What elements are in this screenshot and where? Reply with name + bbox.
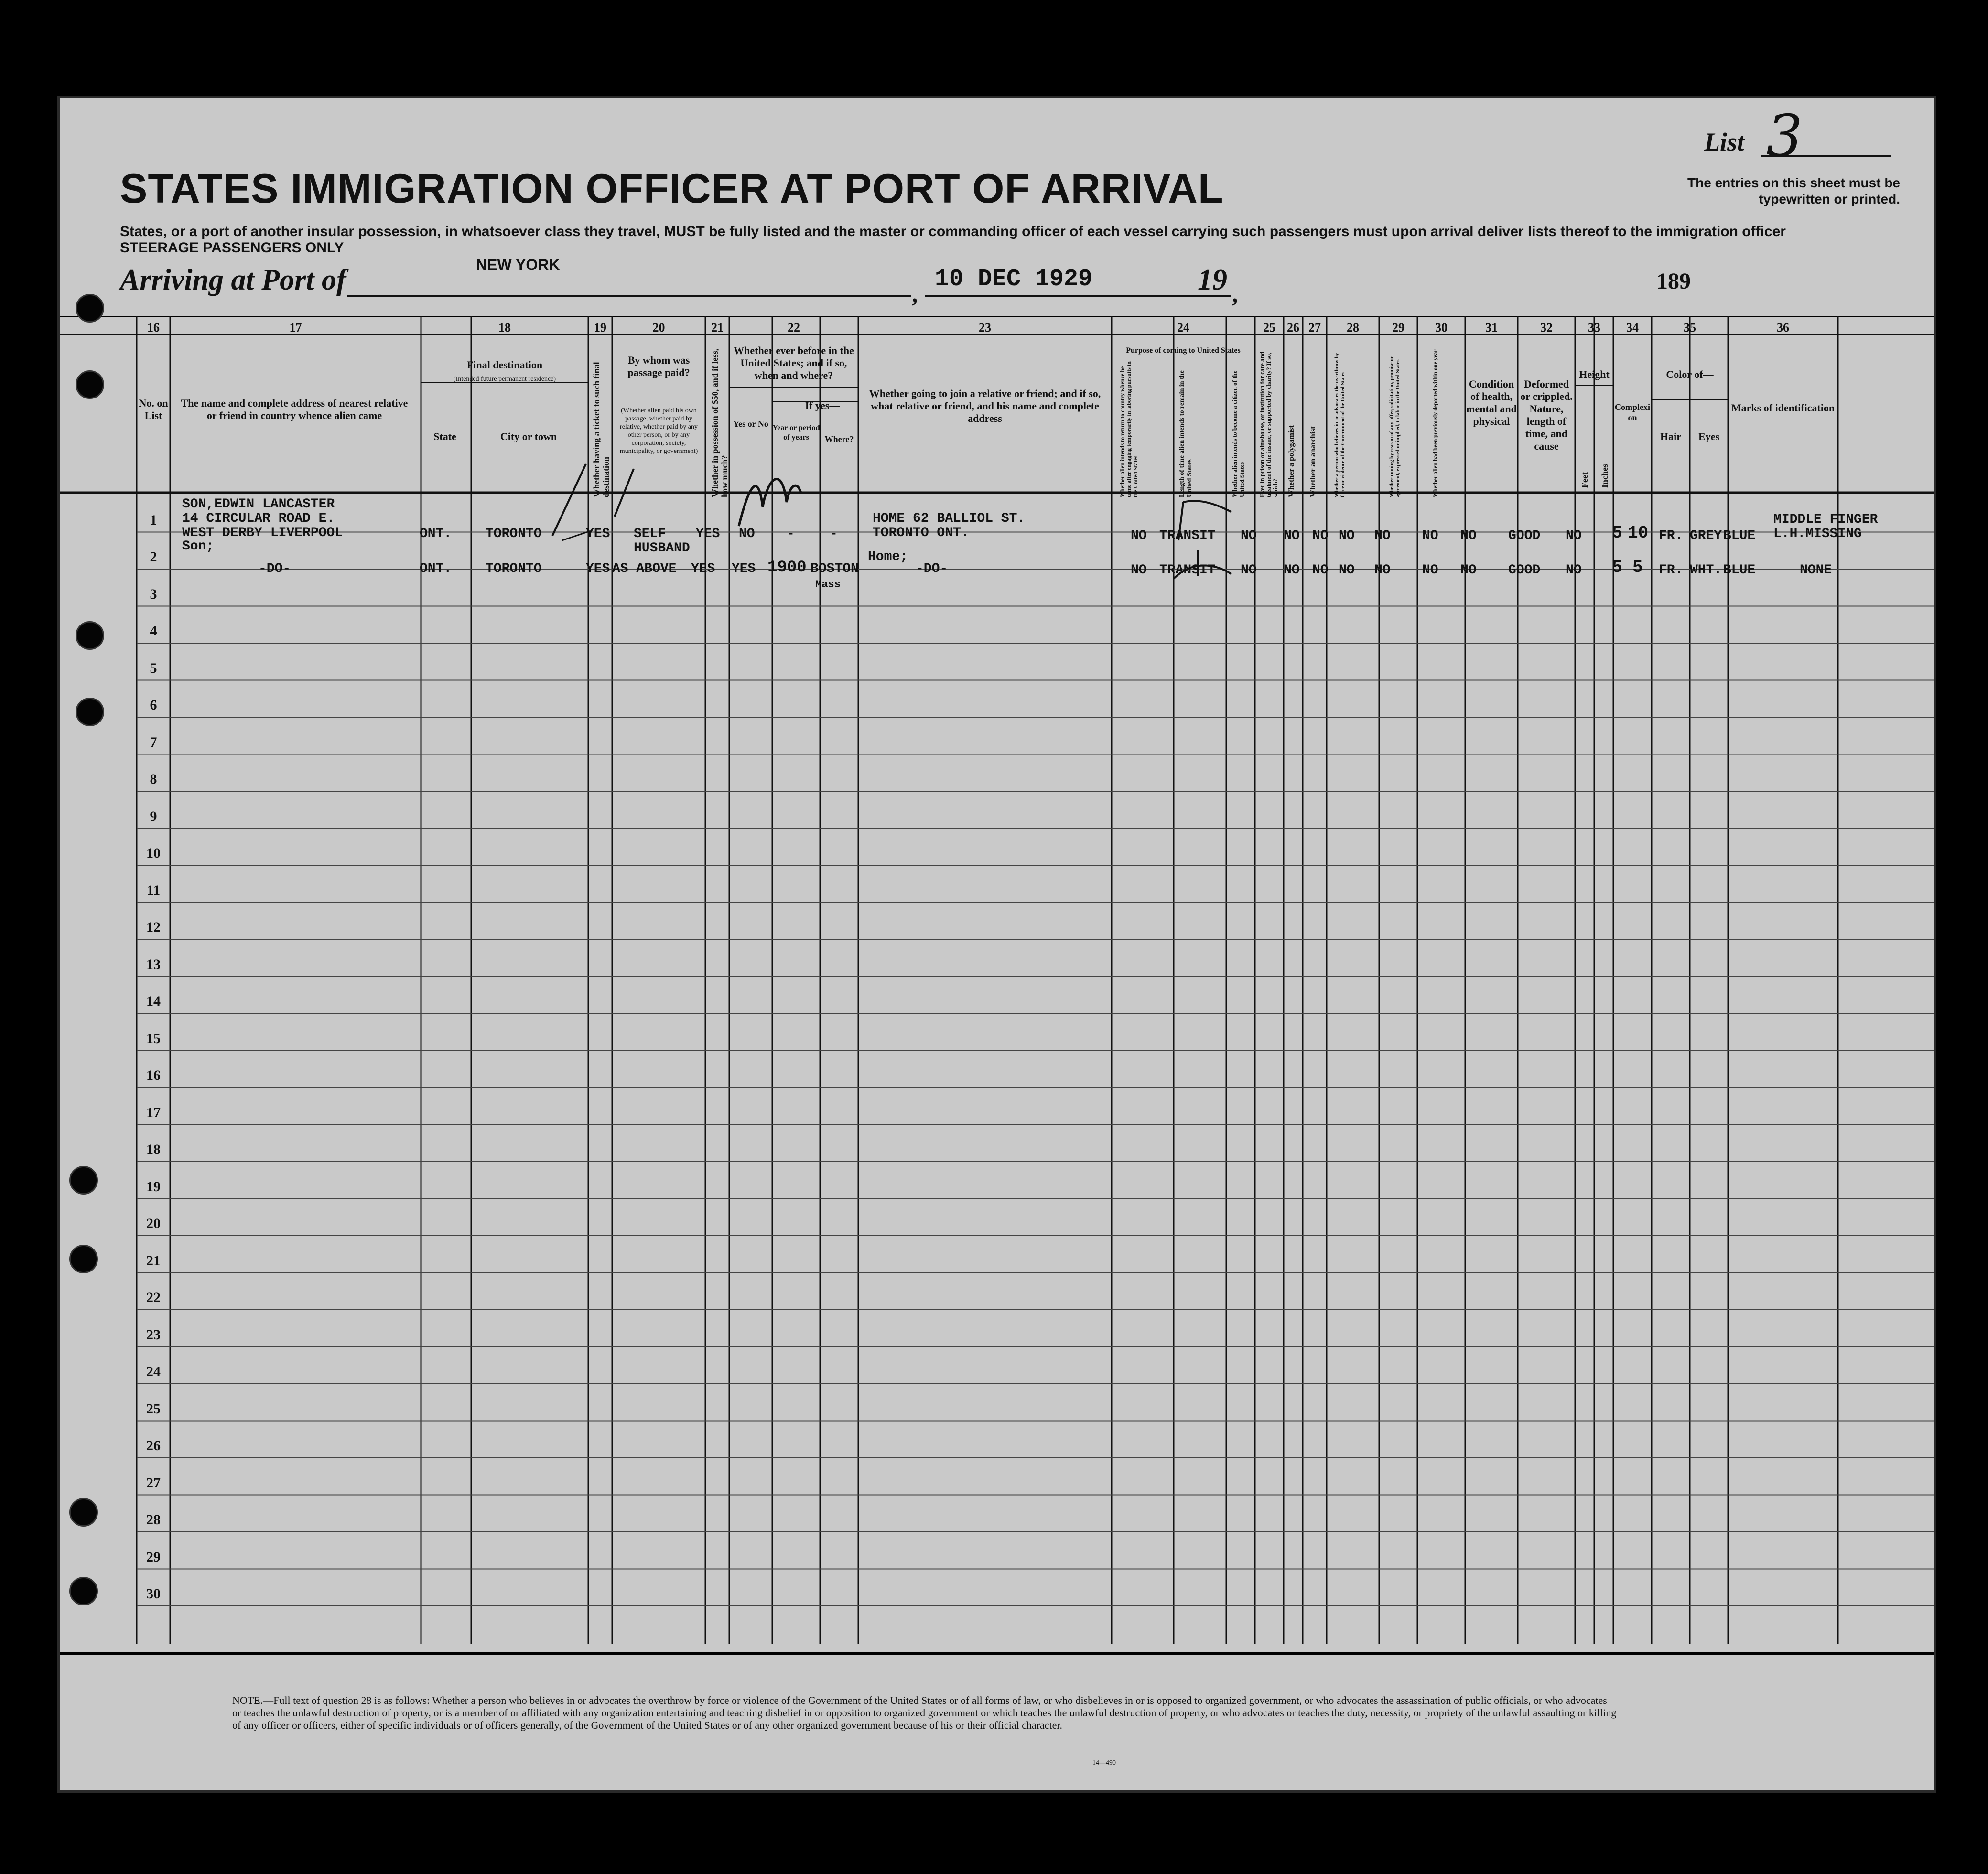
header-hair: Hair xyxy=(1660,431,1681,442)
row-number: 17 xyxy=(146,1104,161,1120)
r2-overthrow: NO xyxy=(1374,563,1391,578)
header-deported: Whether alien had been previously deported within one year xyxy=(1432,349,1438,497)
date-underline xyxy=(925,295,1231,297)
r1-where: - xyxy=(830,527,838,541)
r1-state: ONT. xyxy=(420,527,452,541)
row-number: 22 xyxy=(146,1290,161,1305)
row-number: 9 xyxy=(150,808,157,824)
r2-where: BOSTON xyxy=(810,561,859,576)
colnum-25: 25 xyxy=(1263,321,1275,334)
r2-hair: WHT. xyxy=(1690,563,1722,578)
row-number: 11 xyxy=(146,882,161,898)
header-relative: The name and complete address of nearest relative or friend in country whence alien came xyxy=(181,397,408,421)
row-number: 23 xyxy=(146,1326,161,1343)
page-subtitle: States, or a port of another insular possession, in whatsoever class they travel, MUST be fully listed and the master or commanding officer of each vessel carrying such passengers must upon arrival deliver lists thereof to the immigration officer xyxy=(120,224,1786,239)
row-number: 14 xyxy=(146,993,161,1009)
row-number: 18 xyxy=(146,1142,161,1157)
page-title: STATES IMMIGRATION OFFICER AT PORT OF ARRIVAL xyxy=(120,166,1224,212)
comma-1: , xyxy=(912,280,918,307)
r1-join-line1: HOME 62 BALLIOL ST. xyxy=(873,511,1026,526)
row-number: 29 xyxy=(146,1549,161,1565)
r2-inches: 5 xyxy=(1632,558,1643,577)
header-yes-no: Yes or No xyxy=(733,419,768,429)
row-number: 21 xyxy=(146,1252,161,1269)
header-overthrow: Whether a person who believes in or advocates the overthrow by force or violence of the Government of the United States xyxy=(1334,353,1346,497)
r1-prison: NO xyxy=(1284,528,1300,543)
r2-deformed: NO xyxy=(1566,563,1582,578)
row-number: 27 xyxy=(146,1475,161,1491)
header-state: State xyxy=(433,431,456,442)
binder-hole xyxy=(76,294,104,323)
binder-hole xyxy=(69,1245,98,1273)
colnum-28: 28 xyxy=(1347,321,1359,334)
manifest-table xyxy=(60,316,1934,1659)
header-year: Year or period of years xyxy=(772,424,820,442)
header-final-destination-sub: (Intended future permanent residence) xyxy=(453,376,556,383)
list-underline xyxy=(1761,155,1891,157)
header-where: Where? xyxy=(824,434,854,444)
row-number: 19 xyxy=(146,1178,161,1195)
colnum-29: 29 xyxy=(1392,321,1405,334)
r2-return: NO xyxy=(1131,563,1147,578)
r1-ticket: YES xyxy=(586,527,610,541)
header-anarchist: Whether an anarchist xyxy=(1309,426,1317,497)
r1-before: NO xyxy=(739,527,755,541)
r2-where-state: Mass xyxy=(815,579,841,591)
r1-citizen: NO xyxy=(1241,528,1257,543)
handwritten-checkmarks xyxy=(533,450,677,545)
steerage-label: STEERAGE PASSENGERS ONLY xyxy=(120,240,344,256)
header-height: Height xyxy=(1579,368,1610,380)
form-number: 14—490 xyxy=(1092,1759,1116,1766)
row-number: 4 xyxy=(150,623,157,639)
row-number: 7 xyxy=(150,734,157,750)
colnum-18: 18 xyxy=(498,321,511,334)
row-number: 16 xyxy=(146,1067,161,1083)
r1-deported: NO xyxy=(1460,528,1477,543)
r1-city: TORONTO xyxy=(486,527,542,541)
row-number: 13 xyxy=(146,956,161,972)
header-ticket: Whether having a ticket to such final destination xyxy=(592,362,611,497)
colnum-17: 17 xyxy=(289,321,302,334)
header-ever-before: Whether ever before in the United States; and if so, when and where? xyxy=(734,345,854,381)
row-number: 10 xyxy=(146,845,161,861)
colnum-19: 19 xyxy=(594,321,606,334)
colnum-30: 30 xyxy=(1435,321,1448,334)
header-purpose-a: Whether alien intends to return to country whence he came after engaging temporarily in laboring pursuits in the United States xyxy=(1119,361,1139,497)
header-eyes: Eyes xyxy=(1698,431,1719,442)
header-join-relative: Whether going to join a relative or friend; and if so, what relative or friend, and his name and complete address xyxy=(869,388,1101,424)
header-purpose: Purpose of coming to United States xyxy=(1126,346,1241,355)
year-prefix: 19 xyxy=(1198,264,1227,296)
row-number: 3 xyxy=(150,586,157,602)
header-purpose-b: Length of time alien intends to remain in the United States xyxy=(1178,370,1193,497)
r1-money: YES xyxy=(696,527,720,541)
colnum-32: 32 xyxy=(1540,321,1553,334)
colnum-27: 27 xyxy=(1308,321,1321,334)
handwritten-scrawl xyxy=(729,459,806,536)
row-number: 1 xyxy=(150,512,157,528)
list-label: List xyxy=(1704,128,1745,156)
header-passage-paid-sub: (Whether alien paid his own passage, whether paid by relative, whether paid by any other person, or by any corporation, society, municipality, or government) xyxy=(619,407,698,455)
row-number: 2 xyxy=(150,549,157,565)
colnum-20: 20 xyxy=(652,321,665,334)
arrival-date: 10 DEC 1929 xyxy=(935,266,1093,293)
r2-year: 1900 xyxy=(767,559,807,577)
header-inches: Inches xyxy=(1600,463,1610,488)
row-number: 12 xyxy=(146,919,161,935)
binder-hole xyxy=(69,1166,98,1195)
r2-state: ONT. xyxy=(420,561,452,576)
header-complexion: Complexion xyxy=(1615,402,1650,422)
port-name: NEW YORK xyxy=(476,256,560,273)
header-color-of: Color of— xyxy=(1666,368,1714,380)
r2-before: YES xyxy=(732,561,756,576)
row-number: 25 xyxy=(146,1400,161,1417)
header-no-on-list: No. on List xyxy=(139,397,168,421)
r1-hair: GREY xyxy=(1690,528,1722,543)
header-deformed: Deformed or crippled. Nature, length of time, and cause xyxy=(1520,378,1573,452)
binder-hole xyxy=(76,621,104,650)
r2-complexion: FR. xyxy=(1659,563,1683,578)
r2-relative: -DO- xyxy=(259,561,291,576)
r2-prison: NO xyxy=(1284,563,1300,578)
r2-ticket: YES xyxy=(586,561,610,576)
row-number: 26 xyxy=(146,1438,161,1454)
header-polygamist: Whether a polygamist xyxy=(1287,425,1296,497)
colnum-23: 23 xyxy=(979,321,991,334)
r2-feet: 5 xyxy=(1612,558,1622,577)
r2-eyes: BLUE xyxy=(1723,563,1756,578)
row-number: 15 xyxy=(146,1030,161,1046)
r1-marks-line1: MIDDLE FINGER xyxy=(1773,512,1878,527)
r2-join-prefix: Home; xyxy=(868,549,908,564)
colnum-34: 34 xyxy=(1626,321,1639,334)
footnote: NOTE.—Full text of question 28 is as follows: Whether a person who believes in or advocates the overthrow by force or violence of the Government of the United States or of all forms of law, or who disbelieves in or is opposed to organized government, or who advocates the assassination of public officials, or who advocates or teaches the unlawful destruction of property, or is a member of or affiliated with any organization entertaining and teaching disbelief in or opposition to organized government or which teaches the unlawful destruction of property, or who advocates or teaches the duty, necessity, or propriety of the unlawful assaulting or killing of any officer or officers, either of specific individuals or of officers generally, of the Government of the United States or of any other organized government because of his or their official character. xyxy=(232,1694,1617,1731)
r1-polygamist: NO xyxy=(1312,528,1329,543)
colnum-31: 31 xyxy=(1485,321,1498,334)
row-number: 6 xyxy=(150,697,157,713)
colnum-36: 36 xyxy=(1777,321,1789,334)
r1-feet: 5 xyxy=(1612,523,1622,543)
comma-2: , xyxy=(1232,280,1238,307)
port-underline xyxy=(347,295,911,297)
list-number: 3 xyxy=(1766,103,1803,170)
r2-anarchist: NO xyxy=(1339,563,1355,578)
r2-paid-line0: HUSBAND xyxy=(634,541,690,556)
r2-city: TORONTO xyxy=(486,561,542,576)
header-prison: Ever in prison or almshouse, or institution for care and treatment of the insane, or supported by charity? If so, which? xyxy=(1258,351,1279,497)
year-189: 189 xyxy=(1656,269,1691,294)
colnum-16: 16 xyxy=(147,321,160,334)
r2-length: TRANSIT xyxy=(1159,563,1216,578)
colnum-35: 35 xyxy=(1684,321,1696,334)
arriving-label: Arriving at Port of xyxy=(120,264,346,296)
r2-paid: AS ABOVE xyxy=(612,561,677,576)
r1-labor: NO xyxy=(1422,528,1438,543)
r1-inches: 10 xyxy=(1628,523,1649,543)
colnum-26: 26 xyxy=(1287,321,1299,334)
header-labor-offer: Whether coming by reason of any offer, solicitation, promise or agreement, expressed or implied, to labor in the United States xyxy=(1389,356,1401,497)
row-number: 8 xyxy=(150,771,157,787)
header-if-yes: If yes— xyxy=(805,399,840,411)
r1-eyes: BLUE xyxy=(1723,528,1756,543)
r2-health: GOOD xyxy=(1508,563,1541,578)
header-marks: Marks of identification xyxy=(1731,402,1835,414)
r2-deported: NO xyxy=(1460,563,1477,578)
header-money: Whether in possession of $50, and if less, how much? xyxy=(710,348,729,497)
header-purpose-c: Whether alien intends to become a citizen of the United States xyxy=(1231,370,1245,497)
r1-anarchist: NO xyxy=(1339,528,1355,543)
row-number: 5 xyxy=(150,660,157,676)
row-number: 20 xyxy=(146,1216,161,1231)
manifest-sheet xyxy=(57,96,1936,1793)
header-city: City or town xyxy=(500,431,557,442)
r1-complexion: FR. xyxy=(1659,528,1683,543)
colnum-21: 21 xyxy=(711,321,724,334)
r1-overthrow: NO xyxy=(1374,528,1391,543)
r2-money: YES xyxy=(691,561,715,576)
r1-join-line2: TORONTO ONT. xyxy=(873,526,969,540)
r1-length: TRANSIT xyxy=(1159,528,1216,543)
row-number: 24 xyxy=(146,1364,161,1379)
r1-paid: SELF xyxy=(634,527,666,541)
binder-hole xyxy=(69,1498,98,1527)
row-number: 28 xyxy=(146,1512,161,1528)
r1-relative-line3: WEST DERBY LIVERPOOL xyxy=(182,526,343,540)
r1-marks-line2: L.H.MISSING xyxy=(1773,527,1862,541)
header-health: Condition of health, mental and physical xyxy=(1466,378,1517,427)
colnum-33: 33 xyxy=(1588,321,1600,334)
header-feet: Feet xyxy=(1580,472,1589,488)
r2-citizen: NO xyxy=(1241,563,1257,578)
row-number: 30 xyxy=(146,1586,161,1602)
r2-labor: NO xyxy=(1422,563,1438,578)
list-note: The entries on this sheet must be typewritten or printed. xyxy=(1687,175,1900,206)
r1-return: NO xyxy=(1131,528,1147,543)
r2-join: -DO- xyxy=(916,561,948,576)
binder-hole xyxy=(76,698,104,726)
r1-relative-line2: 14 CIRCULAR ROAD E. xyxy=(182,511,335,526)
header-passage-paid: By whom was passage paid? xyxy=(627,354,690,378)
colnum-22: 22 xyxy=(788,321,800,334)
header-final-destination: Final destination xyxy=(466,359,543,371)
r2-polygamist: NO xyxy=(1312,563,1329,578)
colnum-24: 24 xyxy=(1177,321,1189,334)
r1-year: - xyxy=(787,527,795,541)
r1-health: GOOD xyxy=(1508,528,1541,543)
r1-relative-line1: SON,EDWIN LANCASTER xyxy=(182,497,335,512)
binder-hole xyxy=(76,370,104,399)
binder-hole xyxy=(69,1577,98,1605)
handwritten-annotation xyxy=(1164,493,1241,583)
r1-relative-line4: Son; xyxy=(182,539,215,554)
r2-marks: NONE xyxy=(1800,563,1832,578)
r1-deformed: NO xyxy=(1566,528,1582,543)
